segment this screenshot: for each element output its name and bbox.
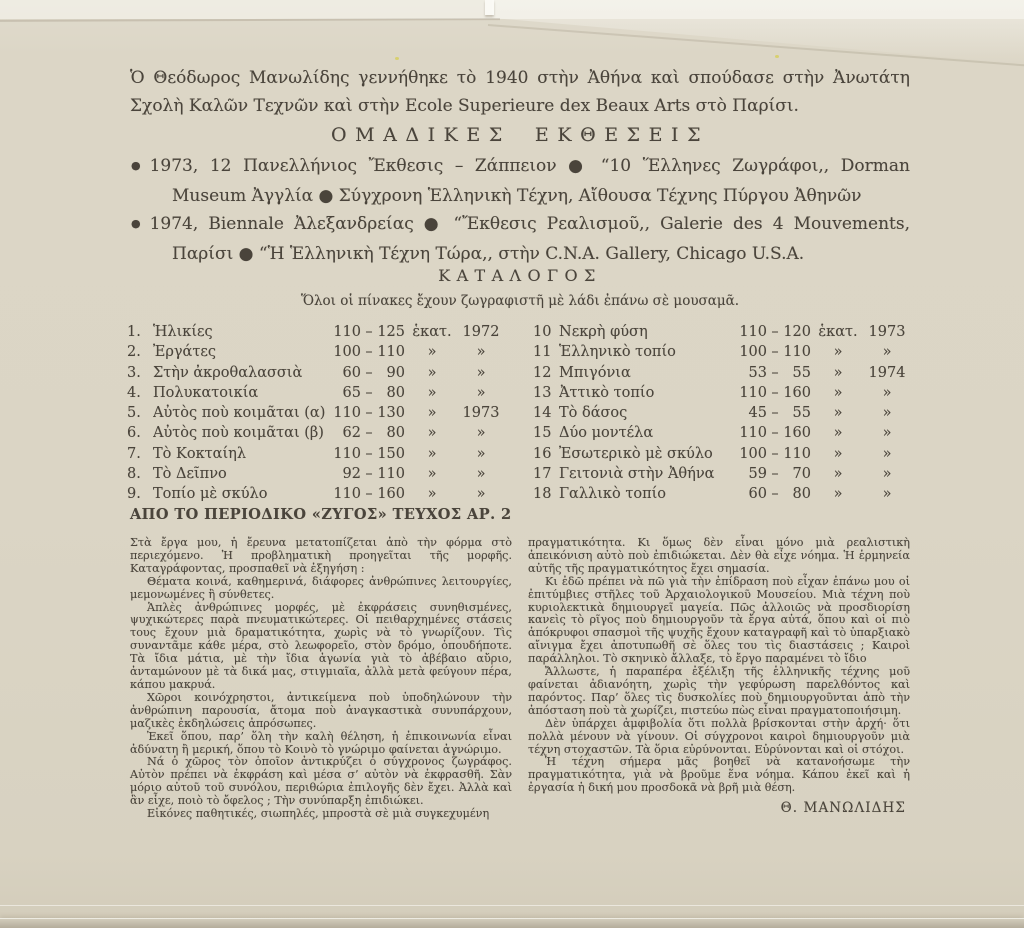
catalog-row bbox=[533, 363, 909, 383]
painting-number: 18 bbox=[533, 486, 552, 503]
painting-title: Αὐτὸς ποὺ κοιμᾶται (β) bbox=[153, 425, 324, 442]
artist-bio: Ὁ Θεόδωρος Μανωλίδης γεννήθηκε τὸ 1940 στὴν Ἀθήνα καὶ σπούδασε στὴν Ἀνωτάτη Σχολὴ Καλῶν Τεχνῶν καὶ στὴν Ecole Superieure dex Beaux Arts στὸ Παρίσι. bbox=[130, 68, 910, 116]
bullet-icon: ● bbox=[131, 217, 141, 230]
painting-title: Τὸ δάσος bbox=[559, 405, 628, 422]
dimension-width: 110 bbox=[739, 324, 767, 340]
painting-number: 11 bbox=[533, 344, 552, 361]
catalog-row bbox=[533, 423, 909, 443]
catalog-table bbox=[127, 322, 909, 505]
catalog-row bbox=[533, 403, 909, 423]
catalog-subtitle: Ὅλοι οἱ πίνακες ἔχουν ζωγραφιστῆ μὲ λάδι ἐπάνω σὲ μουσαμᾶ. bbox=[300, 293, 740, 309]
dimension-height: 110 bbox=[783, 445, 811, 462]
dimension-width: 110 bbox=[333, 324, 361, 340]
article-column-right bbox=[528, 537, 910, 821]
article-paragraph: πραγματικότητα. Κι ὅμως δὲν εἶναι μόνο μιὰ ρεαλιστικὴ ἀπεικόνιση αὐτὸ ποὺ ἐπιδιώκεται. Δὲν θὰ εἶχε νόημα. Ἡ ἑρμηνεία αὐτῆς τῆς πραγματικότητος ἔχει σημασία. bbox=[528, 536, 910, 575]
dimension-unit: » bbox=[833, 486, 843, 503]
paper-crease-right bbox=[488, 24, 1024, 68]
catalog-table-right bbox=[533, 322, 909, 505]
painting-year: » bbox=[476, 486, 486, 503]
dimension-width: 53 bbox=[748, 364, 767, 381]
article-paragraph: Ἡ τέχνη σήμερα μᾶς βοηθεῖ νὰ κατανοήσωμε τὴν πραγματικότητα, γιὰ νὰ βροῦμε ἕνα νόημα. Κάπου ἐκεῖ καὶ ἡ ἐργασία ἡ δική μου προσδοκᾶ νὰ βρῆ μιὰ θέση. bbox=[528, 755, 910, 795]
dimension-width: 62 bbox=[342, 425, 361, 442]
painting-year: » bbox=[476, 384, 486, 401]
dimension-dash: – bbox=[771, 445, 779, 462]
dimension-dash: – bbox=[771, 364, 779, 381]
painting-year: » bbox=[476, 344, 486, 361]
dimension-width: 100 bbox=[739, 344, 767, 361]
dimension-height: 90 bbox=[386, 364, 405, 381]
painting-title: Νεκρὴ φύση bbox=[559, 324, 648, 340]
catalog-row bbox=[533, 342, 909, 362]
painting-number: 13 bbox=[533, 384, 552, 401]
dimension-dash: – bbox=[771, 425, 779, 442]
dimension-height: 160 bbox=[377, 486, 405, 503]
dimension-width: 45 bbox=[748, 405, 767, 422]
dimension-unit: » bbox=[427, 364, 437, 381]
paper-bottom-edge bbox=[0, 918, 1024, 928]
painting-title: Τὸ Δεῖπνο bbox=[153, 466, 227, 483]
dimension-unit: » bbox=[427, 466, 437, 483]
article-paragraph: Κι ἐδῶ πρέπει νὰ πῶ γιὰ τὴν ἐπίδραση ποὺ εἶχαν ἐπάνω μου οἱ ἐπιτύμβιες στῆλες τοῦ Ἀρχαιολογικοῦ Μουσείου. Μιὰ τέχνη ποὺ κυριολεκτικὰ δημιουργεῖ μαγεία. Πῶς ἀλλοιῶς νὰ προσδιορίση κανεὶς τὸ ρῖγος ποὺ δημιουργοῦν τὰ ἔργα αὐτά, ὅπου καὶ οἱ πιὸ ἀπόκρυφοι σπασμοὶ τῆς ψυχῆς ἔχουν καταγραφῆ καὶ τὸ ὑπαρξιακὸ αἴνιγμα ἔχει ἀποτυπωθῆ σὲ ὅλες του τὶς διαστάσεις ; Καιροὶ παράλληλοι. Τὸ σκηνικὸ ἄλλαξε, τὸ ἔργο παραμένει τὸ ἴδιο bbox=[528, 574, 910, 666]
paper-tear bbox=[485, 0, 494, 15]
dimension-unit: » bbox=[427, 344, 437, 361]
dimension-dash: – bbox=[365, 466, 373, 483]
dimension-unit: » bbox=[833, 384, 843, 401]
painting-title: Τὸ Κοκταίηλ bbox=[153, 445, 247, 462]
article-paragraph: Στὰ ἔργα μου, ἡ ἔρευνα μετατοπίζεται ἀπὸ τὴν φόρμα στὸ περιεχόμενο. Ἡ προβληματικὴ προηγεῖται τῆς μορφῆς. Καταγράφοντας, προσπαθεῖ νὰ ἐξηγήση : bbox=[130, 536, 512, 575]
painting-year: » bbox=[476, 466, 486, 483]
dimension-height: 150 bbox=[377, 445, 405, 462]
paper-bottom-fold bbox=[0, 905, 1024, 906]
article-paragraph: Δὲν ὑπάρχει ἀμφιβολία ὅτι πολλὰ βρίσκονται στὴν ἀρχή· ὅτι πολλὰ μένουν νὰ γίνουν. Οἱ σύγχρονοι καιροὶ δημιουργοῦν μιὰ τέχνη στοχαστῶν. Τὰ ὅρια εὐρύνονται. Εὐρύνονται καὶ οἱ στόχοι. bbox=[528, 716, 910, 756]
dimension-width: 100 bbox=[739, 445, 767, 462]
dimension-width: 110 bbox=[333, 405, 361, 422]
painting-number: 4. bbox=[127, 384, 141, 401]
painting-title: Πολυκατοικία bbox=[153, 384, 259, 401]
dimension-height: 110 bbox=[377, 344, 405, 361]
magazine-excerpt-heading: ΑΠΟ ΤΟ ΠΕΡΙΟΔΙΚΟ «ΖΥΓΟΣ» ΤΕΥΧΟΣ ΑΡ. 2 bbox=[130, 506, 512, 523]
dimension-height: 160 bbox=[783, 425, 811, 442]
painting-year: » bbox=[882, 384, 892, 401]
dimension-dash: – bbox=[365, 344, 373, 361]
painting-title: Τοπίο μὲ σκύλο bbox=[153, 486, 268, 503]
painting-number: 8. bbox=[127, 466, 141, 483]
paper-crease-left bbox=[0, 18, 500, 22]
painting-number: 5. bbox=[127, 405, 141, 422]
dimension-height: 110 bbox=[783, 344, 811, 361]
dimension-dash: – bbox=[365, 324, 373, 340]
paper-speck bbox=[775, 55, 779, 58]
painting-year: » bbox=[882, 344, 892, 361]
catalog-row bbox=[533, 322, 909, 342]
dimension-unit: ἑκατ. bbox=[818, 324, 858, 340]
painting-year: » bbox=[882, 486, 892, 503]
exhibition-entry-text: 1974, Biennale Ἀλεξανδρείας ● “Ἔκθεσις Ρεαλισμοῦ,, Galerie des 4 Mouvements, Παρίσι ● “Ἡ Ἑλληνικὴ Τέχνη Τώρα,, στὴν C.N.A. Gallery, Chicago U.S.A. bbox=[149, 214, 910, 264]
painting-number: 2. bbox=[127, 344, 141, 361]
catalog-row bbox=[127, 383, 503, 403]
dimension-dash: – bbox=[771, 466, 779, 483]
dimension-unit: ἑκατ. bbox=[412, 324, 452, 340]
painting-number: 14 bbox=[533, 405, 552, 422]
article-body bbox=[130, 537, 910, 821]
painting-title: Ἐσωτερικὸ μὲ σκύλο bbox=[559, 445, 713, 462]
paper-top-highlight bbox=[0, 0, 1024, 19]
painting-year: » bbox=[476, 425, 486, 442]
painting-number: 1. bbox=[127, 324, 141, 340]
painting-title: Ἑλληνικὸ τοπίο bbox=[559, 344, 676, 361]
dimension-width: 60 bbox=[342, 364, 361, 381]
dimension-unit: » bbox=[427, 445, 437, 462]
dimension-height: 70 bbox=[792, 466, 811, 483]
dimension-width: 100 bbox=[333, 344, 361, 361]
dimension-height: 80 bbox=[386, 425, 405, 442]
paper-top-right-highlight bbox=[492, 0, 1024, 64]
catalog-row bbox=[127, 464, 503, 484]
dimension-dash: – bbox=[771, 344, 779, 361]
dimension-width: 110 bbox=[333, 486, 361, 503]
painting-title: Στὴν ἀκροθαλασσιὰ bbox=[153, 364, 303, 381]
painting-title: Μπιγόνια bbox=[559, 364, 631, 381]
dimension-dash: – bbox=[771, 405, 779, 422]
dimension-height: 55 bbox=[792, 405, 811, 422]
dimension-unit: » bbox=[833, 344, 843, 361]
dimension-width: 92 bbox=[342, 466, 361, 483]
dimension-height: 120 bbox=[783, 324, 811, 340]
dimension-width: 65 bbox=[342, 384, 361, 401]
dimension-width: 110 bbox=[739, 384, 767, 401]
painting-number: 15 bbox=[533, 425, 552, 442]
catalog-row bbox=[127, 342, 503, 362]
painting-year: 1973 bbox=[868, 324, 906, 340]
painting-year: » bbox=[882, 425, 892, 442]
painting-number: 9. bbox=[127, 486, 141, 503]
dimension-height: 160 bbox=[783, 384, 811, 401]
article-paragraph: Ἐκεῖ ὅπου, παρ’ ὅλη τὴν καλὴ θέληση, ἡ ἐπικοινωνία εἶναι ἀδύνατη ἢ μερική, ὅπου τὸ Κοινὸ τὸ γνώριμο φαίνεται ἀγνώριμο. bbox=[130, 729, 512, 756]
catalog-row bbox=[533, 484, 909, 504]
dimension-dash: – bbox=[365, 405, 373, 422]
painting-year: » bbox=[882, 445, 892, 462]
dimension-unit: » bbox=[833, 425, 843, 442]
dimension-width: 59 bbox=[748, 466, 767, 483]
dimension-dash: – bbox=[365, 384, 373, 401]
paper-speck bbox=[395, 57, 399, 60]
painting-title: Ἀττικὸ τοπίο bbox=[559, 384, 655, 401]
dimension-height: 55 bbox=[792, 364, 811, 381]
dimension-unit: » bbox=[427, 384, 437, 401]
article-column-left bbox=[130, 537, 512, 821]
dimension-dash: – bbox=[365, 364, 373, 381]
painting-title: Ἡλικίες bbox=[153, 324, 213, 340]
dimension-unit: » bbox=[833, 445, 843, 462]
painting-number: 7. bbox=[127, 445, 141, 462]
article-paragraph: Χῶροι κοινόχρηστοι, ἀντικείμενα ποὺ ὑποδηλώνουν τὴν ἀνθρώπινη παρουσία, ἄτομα ποὺ ἀναγκαστικὰ συνυπάρχουν, μαζικὲς ἐκδηλώσεις ἀπρόσωπες. bbox=[130, 690, 512, 730]
painting-year: 1972 bbox=[462, 324, 500, 340]
article-paragraph: Εἰκόνες παθητικές, σιωπηλές, μπροστὰ σὲ μιὰ συγκεχυμένη bbox=[147, 807, 490, 821]
dimension-dash: – bbox=[365, 486, 373, 503]
dimension-dash: – bbox=[771, 384, 779, 401]
painting-title: Γαλλικὸ τοπίο bbox=[559, 486, 667, 503]
painting-title: Ἐργάτες bbox=[153, 344, 217, 361]
painting-title: Δύο μοντέλα bbox=[559, 425, 654, 442]
dimension-dash: – bbox=[365, 445, 373, 462]
painting-title: Αὐτὸς ποὺ κοιμᾶται (α) bbox=[153, 405, 326, 422]
painting-number: 16 bbox=[533, 445, 552, 462]
painting-number: 12 bbox=[533, 364, 552, 381]
artist-signature: Θ. ΜΑΝΩΛΙΔΗΣ bbox=[780, 800, 906, 817]
article-paragraph: Ἄλλωστε, ἡ παραπέρα ἐξέλιξη τῆς ἑλληνικῆς τέχνης μοῦ φαίνεται ἀδιανόητη, χωρὶς τὴν γεφύρωση παρελθόντος καὶ παρόντος. Παρ’ ὅλες τὶς δυσκολίες ποὺ δημιουργοῦνται ἀπὸ τὴν ἀπόσταση ποὺ τὰ χωρίζει, πιστεύω πὼς εἶναι πραγματοποιήσιμη. bbox=[528, 665, 910, 717]
dimension-width: 110 bbox=[333, 445, 361, 462]
exhibition-entry bbox=[131, 152, 910, 210]
group-exhibitions-heading: ΟΜΑΔΙΚΕΣ ΕΚΘΕΣΕΙΣ bbox=[330, 124, 710, 146]
dimension-unit: » bbox=[833, 405, 843, 422]
bullet-icon: ● bbox=[131, 159, 141, 172]
dimension-dash: – bbox=[365, 425, 373, 442]
painting-year: » bbox=[882, 405, 892, 422]
catalog-heading: ΚΑΤΑΛΟΓΟΣ bbox=[438, 266, 602, 285]
dimension-dash: – bbox=[771, 486, 779, 503]
catalog-row bbox=[127, 444, 503, 464]
catalog-row bbox=[127, 403, 503, 423]
dimension-unit: » bbox=[833, 364, 843, 381]
article-column-right-paragraphs bbox=[528, 537, 910, 795]
painting-number: 10 bbox=[533, 324, 552, 340]
dimension-height: 125 bbox=[377, 324, 405, 340]
article-paragraph: Ἁπλὲς ἀνθρώπινες μορφές, μὲ ἐκφράσεις συνηθισμένες, ψυχικώτερες παρὰ πνευματικώτερες. Οἱ πειθαρχημένες στάσεις τους ἔχουν μιὰ δραματικότητα, χωρὶς νὰ τὸ γνωρίζουν. Τὶς συναντᾶμε κάθε μέρα, στὸ λεωφορεῖο, στὸν δρόμο, ὁπουδήποτε. Τὰ ἴδια μάτια, μὲ τὴν ἴδια ἀγωνία γιὰ τὸ ἀβέβαιο αὔριο, ἀνταμώνουν μὲ τὰ δικά μας, στιγμιαῖα, ἀλλὰ μετὰ φεύγουν πέρα, κάπου μακρυά. bbox=[130, 600, 512, 691]
exhibition-entry bbox=[131, 210, 910, 268]
painting-year: 1974 bbox=[868, 364, 906, 381]
painting-year: » bbox=[476, 445, 486, 462]
painting-year: » bbox=[882, 466, 892, 483]
catalog-table-left bbox=[127, 322, 503, 505]
dimension-height: 130 bbox=[377, 405, 405, 422]
painting-number: 6. bbox=[127, 425, 141, 442]
catalog-row bbox=[533, 383, 909, 403]
catalog-row bbox=[127, 363, 503, 383]
catalog-row bbox=[127, 322, 503, 342]
painting-year: » bbox=[476, 364, 486, 381]
dimension-unit: » bbox=[427, 405, 437, 422]
painting-number: 3. bbox=[127, 364, 141, 381]
dimension-height: 80 bbox=[386, 384, 405, 401]
dimension-unit: » bbox=[833, 466, 843, 483]
dimension-height: 110 bbox=[377, 466, 405, 483]
painting-title: Γειτονιὰ στὴν Ἀθήνα bbox=[559, 466, 715, 483]
catalog-row bbox=[533, 464, 909, 484]
dimension-unit: » bbox=[427, 425, 437, 442]
dimension-width: 60 bbox=[748, 486, 767, 503]
dimension-unit: » bbox=[427, 486, 437, 503]
article-paragraph: Θέματα κοινά, καθημερινά, διάφορες ἀνθρώπινες λειτουργίες, μεμονωμένες ἢ σύνθετες. bbox=[130, 574, 512, 601]
dimension-width: 110 bbox=[739, 425, 767, 442]
catalog-row bbox=[533, 444, 909, 464]
catalog-row bbox=[127, 423, 503, 443]
catalog-row bbox=[127, 484, 503, 504]
dimension-dash: – bbox=[771, 324, 779, 340]
exhibition-entry-text: 1973, 12 Πανελλήνιος Ἔκθεσις – Ζάππειον ● “10 Ἕλληνες Ζωγράφοι,, Dorman Museum Ἀγγλία ● Σύγχρονη Ἑλληνικὴ Τέχνη, Αἴθουσα Τέχνης Πύργου Ἀθηνῶν bbox=[149, 156, 910, 206]
painting-number: 17 bbox=[533, 466, 552, 483]
painting-year: 1973 bbox=[462, 405, 500, 422]
dimension-height: 80 bbox=[792, 486, 811, 503]
group-exhibitions-list bbox=[131, 152, 910, 268]
article-paragraph: Νά ὁ χῶρος τὸν ὁποῖον ἀντικρύζει ὁ σύγχρονος ζωγράφος. Αὐτὸν πρέπει νὰ ἐκφράση καὶ μέσα σ’ αὐτὸν νὰ ἐκφρασθῆ. Σὰν μόριο αὐτοῦ τοῦ συνόλου, περιθώρια ἐπιλογῆς δὲν ἔχει. Ἀλλὰ καὶ ἂν εἶχε, ποιὸ τὸ ὄφελος ; Τὴν συνύπαρξη ἐπιδιώκει. bbox=[130, 755, 512, 808]
